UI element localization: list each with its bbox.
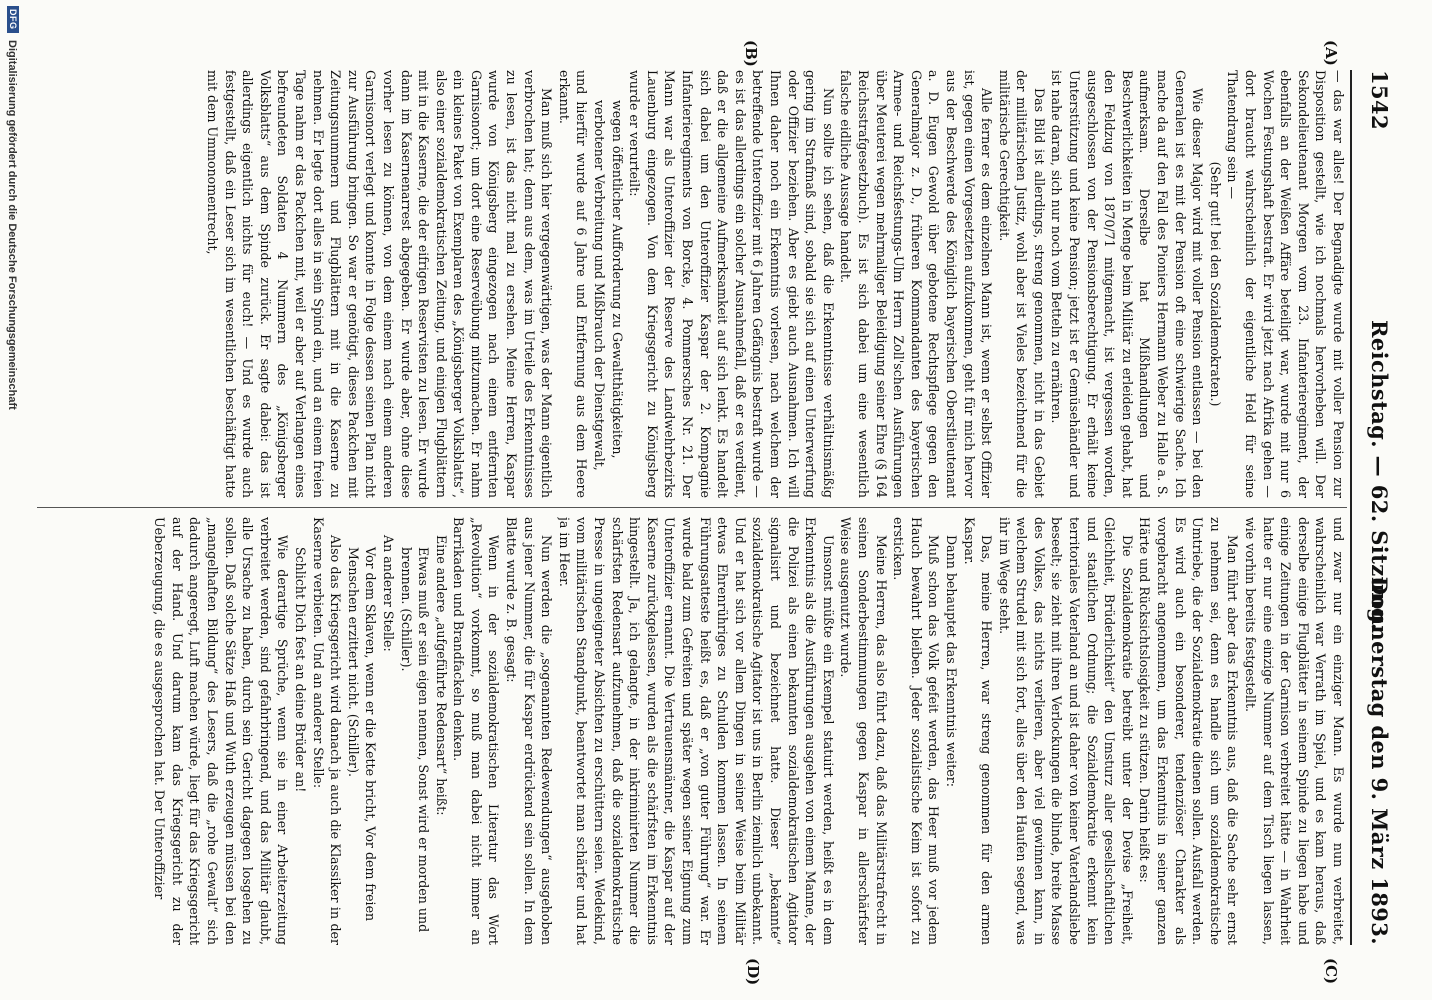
footer-text: Digitalisierung gefördert durch die Deutsche Forschungsgemeinschaft xyxy=(6,40,18,410)
page-header xyxy=(1352,70,1392,945)
page-number: 1542 xyxy=(1367,70,1392,131)
paragraph: Vor dem Sklaven, wenn er die Kette bricht, Vor dem freien Menschen erzittert nicht. (Schiller). xyxy=(345,547,379,922)
paragraph: Eine andere „aufgeführte Redensart“ heißt: xyxy=(433,535,449,816)
paragraph: Man führt aber das Erkenntnis aus, daß die Sache sehr ernst zu nehmen sei, denn es handle sich um sozialdemokratische Umtriebe, die der Sozialdemokratie dienen sollen. Ausfall werden. Es wird auch ein besonderer, tendenziöser Charakter als vorgebracht angenommen, um das Erkenntnis in seiner ganzen Härte und Rücksichtslosigkeit zu stützen. Darin heißt es: xyxy=(1137,517,1241,945)
paragraph: (Sehr gut! bei den Sozialdemokraten.) xyxy=(1207,161,1223,407)
paragraph: und zwar nur ein einziger Mann. Es wurde nun verbreitet, wahrscheinlich war Verrath im Spiel, und es kam heraus, daß derselbe einige Flugblätter in seinem Spinde zu liegen habe und einige Zeitungen in der Garnison verbreitet hätte — in Wahrheit hatte er nur eine einzige Nummer auf dem Tisch liegen lassen, wie vorhin bereits festgestellt. xyxy=(1243,517,1346,945)
paragraph: Wie dieser Major wird mit voller Pension entlassen — bei den Generalen ist es mit der Pension oft eine schwierige Sache. Ich mache da auf den Fall des Pioniers Hermann Weber zu Halle a. S. aufmerksam. Derselbe hat Mißhandlungen und Beschwerlichkeiten in Menge beim Militär zu erleiden gehabt, hat den Feldzug von 1870/71 mitgemacht, ist vergessen worden, ausgeschlossen von der Pensionsberechtigung. Er erhält keine Unterstützung und keine Pension; jetzt ist er Gemüsehändler und ist nahe daran, sich nur noch vom Betteln zu ernähren. xyxy=(1049,70,1206,498)
left-column xyxy=(37,70,1347,498)
paragraph: Das, meine Herren, war streng genommen für den armen Kaspar. xyxy=(961,517,995,945)
paragraph: An anderer Stelle: xyxy=(380,535,396,652)
right-column xyxy=(37,517,1347,945)
running-title: Reichstag. — 62. Sitzung. xyxy=(1367,320,1392,631)
paragraph: Meine Herren, das also führt dazu, daß das Militärstrafrecht in seinen Sonderbestimmungen gegen Kaspar in allerschärfster Weise ausgenutzt wurde. xyxy=(838,517,889,945)
column-divider xyxy=(37,507,1347,508)
paragraph: Nun sollte ich sehen, daß die Erkenntnisse verhältnismäßig gering im Strafmaß sind, sobald sie sich auf einen Unterwerfung oder Offizier beziehen. Aber es giebt auch Ausnahmen. Ich will Ihnen daher noch ein Erkenntnis vorlesen, nach welchem der betreffende Unteroffizier mit 6 Jahren Gefängnis bestraft wurde — es ist das allerdings ein solcher Ausnahmefall, daß er es verdient, daß er die allgemeine Aufmerksamkeit auf sich lenkt. Es handelt sich dabei um den Unteroffizier Kaspar der 2. Kompagnie Infanterieregiments von Borcke, 4. Pommersches Nr. 21. Der Mann war als Unteroffizier der Reserve des Landwehrbezirks Lauenburg eingezogen. Von dem Kriegsgericht zu Königsberg wurde er verurteilt: xyxy=(627,70,836,498)
paragraph: Wenn in der sozialdemokratischen Literatur das Wort „Revolution“ vorkommt, so muß man dabei nicht immer an Barrikaden und Brandfackeln denken. xyxy=(451,517,502,945)
margin-marker-c: (C) xyxy=(1322,958,1340,985)
header-rule xyxy=(1350,70,1352,945)
paragraph: Wie derartige Sprüche, wenn sie in einer Arbeiterzeitung verbreitet werden, sind gefahrbringend, und das Militär glaubt, alle Ursache zu haben, durch sein Gericht dagegen losgehen zu sollen. Daß solche Sätze Haß und Wuth erzeugen müssen bei den „mangelhaften Bildung“ des Lesers, daß die „rohe Gewalt“ sich dadurch angeregt, Luft machen würde, liegt für das Kriegsgericht auf der Hand. Und darum kam das Kriegsgericht zu der Ueberzeugung, die es ausgesprochen hat. Der Unteroffizier xyxy=(152,517,291,945)
digitization-footer xyxy=(0,0,22,1000)
paragraph: Dann behauptet das Erkenntnis weiter: xyxy=(943,535,959,787)
dfg-logo: DFG xyxy=(7,6,19,33)
paragraph: wegen öffentlicher Aufforderung zu Gewaltthätigkeiten, verbotener Verbreitung und Mißbrauch der Dienstgewalt, xyxy=(592,100,625,471)
margin-marker-d: (D) xyxy=(744,958,762,986)
paragraph: Also das Kriegsgericht wird danach ja auch die Klassiker in der Kaserne verbieten. Und an anderer Stelle: xyxy=(310,517,344,945)
paragraph: — das war alles! Der Begnadigte wurde mit voller Pension zur Disposition gestellt, wie ich nochmals hervorheben will. Der Sekondelieutenant Morgen vom 23. Infanterieregiment, der ebenfalls an der Weißen Affäre beteiligt war, wurde mit nur 6 Wochen Festungshaft bestraft. Er wird jetzt nach Afrika gehen — dort braucht wahrscheinlich der eigentliche Held für seine Thatendrang sein — xyxy=(1225,70,1346,498)
paragraph: Schlicht Dich fest an deine Brüder an! xyxy=(292,547,308,793)
paragraph: Umsonst müßte ein Exempel statuirt werden, heißt es in dem Erkenntnis als die Ausführungen ausgehen von einem Manne, der die Polizei als einen bekannten sozialdemokratischen Agitator signalisirt und bezeichnet hatte. Dieser „bekannte“ sozialdemokratische Agitator ist uns in Berlin ziemlich unbekannt. Und er hat sich vor allem Dingen in seiner Weise beim Militär etwas Ehrenrühriges zu Schulden kommen lassen. In seinem Führungsatteste heißt es, daß er „von guter Führung“ war. Er wurde bald zum Gefreiten und später wegen seiner Eignung zum Unteroffizier ernannt. Die Vertrauensmänner, die Kaspar auf der Kaserne zurückgelassen, wurden als die schärfsten im Erkenntnis hingestellt. Ja, ich gelangte, in der inkriminirten Nummer die schärfsten Redensart aufzunehmen, daß die sozialdemokratische Presse in ungeeigneter Absichten zu erschüttern seien. Wedekind, vom militärischen Standpunkt, beantwortet man schärfer und hat ja im Heer. xyxy=(556,517,836,945)
paragraph: Die Sozialdemokratie betreibt unter der Devise „Freiheit, Gleichheit, Brüderlichkeit“ den Umsturz aller gesellschaftlichen und staatlichen Ordnung; die Sozialdemokratie erkennt kein territoriales Vaterland an und ist daher von keiner Vaterlandsliebe beseelt; sie zieht mit ihren Verlockungen die blinde, breite Masse des Volkes, das nichts verlieren, aber viel gewinnen kann, in welchem Strudel mit sich fort, alles über den Haufen segend, was ihr im Wege steht. xyxy=(996,517,1135,945)
margin-marker-a: (A) xyxy=(1322,40,1340,66)
paragraph: Muß schon das Volk gefeit werden, das Heer muß vor jedem Hauch bewahrt bleiben. Jeder sozialistische Keim ist sofort zu ersticken. xyxy=(891,517,942,945)
session-date: Donnerstag den 9. März 1893. xyxy=(1367,576,1392,945)
paragraph: Das Bild ist allerdings, streng genommen, nicht in das Gebiet der militärischen Justiz, wohl aber ist Vieles bezeichnend für die militärische Gerechtigkeit. xyxy=(996,70,1047,498)
paragraph: Etwas muß er sein eigen nennen, Sonst wird er morden und brennen. (Schiller). xyxy=(398,547,432,933)
margin-marker-b: (B) xyxy=(742,40,760,67)
paragraph: Nun werden die „sogenannten Redewendungen“ ausgehoben aus jener Nummer, die für Kaspar erdrückend sein sollen. In dem Blatte wurde z. B. gesagt: xyxy=(504,517,555,945)
paragraph: Man muß sich hier vergegenwärtigen, was der Mann eigentlich verbrochen hat; denn aus dem, was im Urteile des Erkenntnisses zu lesen, ist das nicht mal zu ersehen. Meine Herren, Kaspar wurde von Königsberg eingezogen nach einem entfernten Garnisonort; um dort eine Reserveübung mitzumachen. Er nahm ein kleines Paket von Exemplaren des „Königsberger Volksblatts“, also einer sozialdemokratischen Zeitung, und einigen Flugblättern mit in die Kaserne, die der eifrigen Reservisten zu lesen. Er wurde dann im Kasernenarrest abgegeben. Er wurde aber, ohne diese vorher lesen zu können, von dem einem nach einem anderen Garnisonort verlegt und konnte in Folge dessen seinen Plan nicht zur Ausführung bringen. So war er genötigt, dieses Packchen mit Zeitungsnummern und Flugblättern mit in die Kaserne zu nehmen. Er legte dort alles in sein Spind ein, und an einem freien Tage nahm er das Packchen mit, weil er aber auf Verlangen eines befreundeten Soldaten 4 Nummern des „Königsberger Volksblatts“ aus dem Spinde zurück. Er sagte dabei: das ist allerdings eigentlich nichts für euch! — Und es wurde auch festgestellt, daß ein Leser sich im wesentlichen beschäftigt hatte mit dem Ummonomentrecht, xyxy=(205,70,555,498)
paragraph: und hierfür wurde auf 6 Jahre und Entfernung aus dem Heere erkannt. xyxy=(556,70,590,498)
paragraph: Alle ferner es dem einzelnen Mann ist, wenn er selbst Offizier ist, gegen einen Vorgesetzten aufzukommen, geht für mich hervor aus der Beschwerde des Königlich bayerischen Oberstlieutenant a. D. Eugen Gewold über gebotene Rechtspflege gegen den Generalmajor z. D., früheren Kommandanten des bayerischen Armee- und Reichsfestungs-Ulm Herrn Zoll'schen Ausführungen über Meuterei wegen mehrmaliger Beleidigung seiner Ehre (§ 164 Reichsstrafgesetzbuch). Es ist sich dabei um eine wesentlich falsche eidliche Aussage handelt. xyxy=(838,70,995,498)
